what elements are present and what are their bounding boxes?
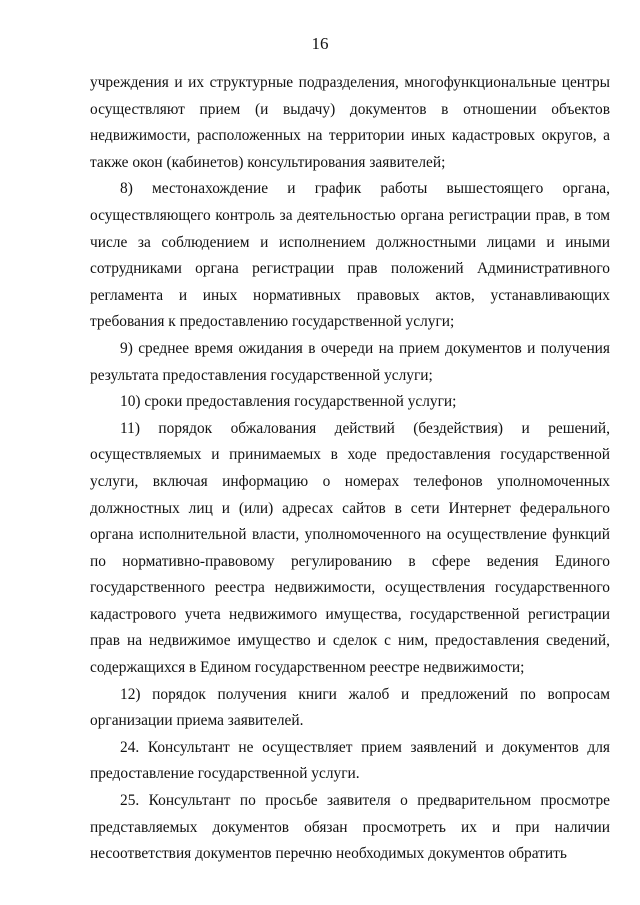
paragraph-clause-24: 24. Консультант не осуществляет прием заявлений и документов для предоставление государственной услуги. [90, 738, 610, 783]
paragraph-continuation: учреждения и их структурные подразделения, многофункциональные центры осуществляют прием (и выдачу) документов в отношении объектов недвижимости, расположенных на территории иных кадастровых округов, а также окон (кабинетов) консультирования заявителей; [90, 74, 610, 171]
paragraph-item-12: 12) порядок получения книги жалоб и предложений по вопросам организации приема заявителей. [90, 685, 610, 730]
document-body [90, 70, 610, 868]
paragraph-clause-25: 25. Консультант по просьбе заявителя о предварительном просмотре представляемых документов обязан просмотреть их и при наличии несоответствия документов перечню необходимых документов обратить [90, 792, 610, 863]
paragraph-item-8: 8) местонахождение и график работы вышестоящего органа, осуществляющего контроль за деятельностью органа регистрации прав, в том числе за соблюдением и исполнением должностными лицами и иными сотрудниками органа регистрации прав положений Административного регламента и иных нормативных правовых актов, устанавливающих требования к предоставлению государственной услуги; [90, 180, 610, 331]
page-number: 16 [311, 34, 329, 53]
paragraph-item-9: 9) среднее время ожидания в очереди на прием документов и получения результата предоставления государственной услуги; [90, 339, 610, 384]
paragraph-item-11: 11) порядок обжалования действий (бездействия) и решений, осуществляемых и принимаемых в ходе предоставления государственной услуги, включая информацию о номерах телефонов уполномоченных должностных лиц и (или) адресах сайтов в сети Интернет федерального органа исполнительной власти, уполномоченного на осуществление функций по нормативно-правовому регулированию в сфере ведения Единого государственного реестра недвижимости, осуществления государственного кадастрового учета недвижимого имущества, государственной регистрации прав на недвижимое имущество и сделок с ним, предоставления сведений, содержащихся в Едином государственном реестре недвижимости; [90, 419, 610, 677]
paragraph-item-10: 10) сроки предоставления государственной услуги; [120, 393, 457, 411]
